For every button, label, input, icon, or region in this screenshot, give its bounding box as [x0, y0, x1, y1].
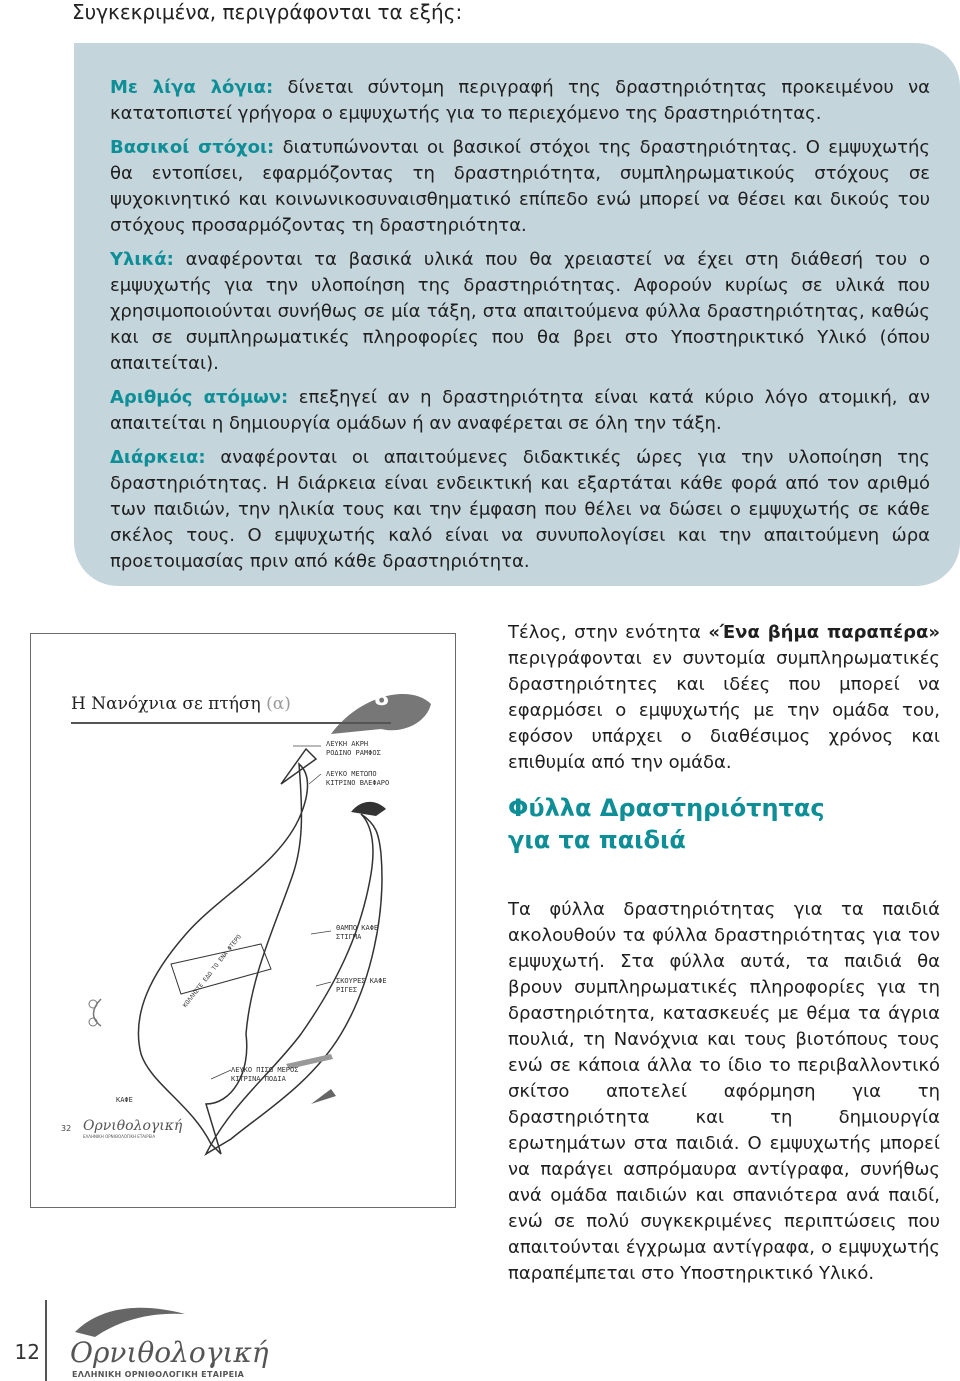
label-stripes: ΣΚΟΥΡΕΣ ΚΑΦΕ ΡΙΓΕΣ [336, 977, 387, 994]
footer-logo-text: Ορνιθολογική [70, 1336, 269, 1369]
duration-label: Διάρκεια: [110, 447, 206, 468]
label-forehead: ΛΕΥΚΟ ΜΕΤΩΠΟ ΚΙΤΡΙΝΟ ΒΛΕΦΑΡΟ [326, 770, 390, 787]
worksheet-logo-text: Ορνιθολογική [83, 1118, 183, 1134]
worksheet-number: 8 [374, 686, 390, 711]
goals-paragraph [110, 135, 930, 239]
section-heading-line1: Φύλλα Δραστηριότητας [508, 794, 825, 822]
worksheet-thumbnail [30, 633, 456, 1208]
summary-text: δίνεται σύντομη περιγραφή της δραστηριότητας προκειμένου να κατατοπιστεί γρήγορα ο εμψυχωτής για το περιεχόμενο της δραστηριότητας. [110, 77, 930, 124]
label-rear: ΛΕΥΚΟ ΠΙΣΩ ΜΕΡΟΣ ΚΙΤΡΙΝΑ ΠΟΔΙΑ [231, 1066, 299, 1083]
group-size-paragraph [110, 385, 930, 437]
intro-text: Συγκεκριμένα, περιγράφονται τα εξής: [72, 0, 463, 24]
summary-label: Με λίγα λόγια: [110, 77, 274, 98]
section-heading-line2: για τα παιδιά [508, 826, 686, 854]
summary-paragraph [110, 75, 930, 127]
materials-label: Υλικά: [110, 249, 174, 270]
info-panel-content [110, 75, 930, 583]
duration-text: αναφέρονται οι απαιτούμενες διδακτικές ώρες για την υλοποίηση της δραστηριότητας. Η διάρκεια είναι ενδεικτική και εξαρτάται κάθε φορά από τον αριθμό των παιδιών, την ηλικία τους και την έμφαση που θέλει να δώσει ο εμψυχωτής σε κάθε σκέλος τους. Ο εμψυχωτής καλό είναι να συνυπολογίσει και την απαιτούμενη ώρα προετοιμασίας πριν από κάθε δραστηριότητα. [110, 447, 930, 572]
worksheet-page-number: 32 [61, 1124, 72, 1133]
worksheet-logo-sub: ΕΛΛΗΝΙΚΗ ΟΡΝΙΘΟΛΟΓΙΚΗ ΕΤΑΙΡΕΙΑ [83, 1134, 156, 1139]
worksheet-title: Η Νανόχνια σε πτήση (α) [71, 694, 291, 714]
label-beak: ΛΕΥΚΗ ΑΚΡΗ ΡΟΔΙΝΟ ΡΑΜΦΟΣ [326, 740, 381, 757]
page-number: 12 [14, 1340, 40, 1364]
further-steps-title: «Ένα βήμα παραπέρα» [708, 622, 940, 643]
label-brown: ΚΑΦΕ [116, 1096, 133, 1104]
footer-divider [45, 1300, 47, 1381]
materials-paragraph [110, 247, 930, 377]
further-steps-paragraph: Τέλος, στην ενότητα «Ένα βήμα παραπέρα» περιγράφονται εν συντομία συμπληρωματικές δραστηριότητες και ιδέες που μπορεί να εφαρμόσει ο εμψυχωτής με την ομάδα του, εφόσον υπάρχει ο διαθέσιμος χρόνος και επιθυμία από την ομάδα. [508, 622, 940, 773]
duration-paragraph [110, 445, 930, 575]
goals-text: διατυπώνονται οι βασικοί στόχοι της δραστηριότητας. Ο εμψυχωτής θα εντοπίσει, εφαρμόζοντας τη δραστηριότητα, συμπληρωματικούς στόχους σε ψυχοκινητικό και κοινωνικοσυναισθηματικό επίπεδο ενώ μπορεί να θέσει και δικούς του στόχους προσαρμόζοντας τη δραστηριότητα. [110, 137, 930, 236]
section-heading [508, 792, 825, 856]
bird-head-front [351, 802, 386, 816]
label-glue: ΚΟΛΛΗΣΤΕ ΕΔΩ ΤΟ ΕΝΑ ΦΤΕΡΟ [181, 933, 243, 1009]
footer-logo-sub: ΕΛΛΗΝΙΚΗ ΟΡΝΙΘΟΛΟΓΙΚΗ ΕΤΑΙΡΕΙΑ [72, 1370, 245, 1379]
feet-piece [311, 1089, 336, 1104]
worksheets-paragraph: Τα φύλλα δραστηριότητας για τα παιδιά ακολουθούν τα φύλλα δραστηριότητας για τον εμψυχωτή. Στα φύλλα αυτά, τα παιδιά θα βρουν συμπληρωματικές πληροφορίες για τη δραστηριότητα, κατασκευές με θέμα τα άγρια πουλιά, τη Νανόχνια και τους βιοτόπους τους ενώ σε κάποια άλλα το ίδιο το περιβαλλοντικό σκίτσο αποτελεί αφόρμηση για τη δραστηριότητα και τη δημιουργία ερωτημάτων στα παιδιά. Ο εμψυχωτής μπορεί να παράγει ασπρόμαυρα αντίγραφα, συνήθως ανά ομάδα παιδιών και σπανιότερα ανά παιδί, ενώ σε πολύ συγκεκριμένες περιπτώσεις που απαιτούνται έγχρωμα αντίγραφα, ο εμψυχωτής παραπέμπεται στο Υποστηρικτικό Υλικό. [508, 899, 940, 1284]
info-panel [74, 43, 960, 586]
worksheet-title-bar [71, 686, 391, 724]
goals-label: Βασικοί στόχοι: [110, 137, 275, 158]
group-size-label: Αριθμός ατόμων: [110, 387, 289, 408]
materials-text: αναφέρονται τα βασικά υλικά που θα χρειαστεί να έχει στη διάθεσή του ο εμψυχωτής για την υλοποίηση της δραστηριότητας. Αφορούν κυρίως σε υλικά που χρησιμοποιούνται συνήθως σε μία τάξη, στα απαιτούμενα φύλλα δραστηριότητας, καθώς και σε συμπληρωματικές πληροφορίες που θα βρει στο Υποστηρικτικό Υλικό (όπου απαιτείται). [110, 249, 930, 374]
label-spot: ΘΑΜΠΟ ΚΑΦΕ ΣΤΙΓΜΑ [336, 924, 379, 941]
group-size-text: επεξηγεί αν η δραστηριότητα είναι κατά κύριο λόγο ατομική, αν απαιτείται η δημιουργία ομάδων ή αν αναφέρεται σε όλη την τάξη. [110, 387, 931, 434]
